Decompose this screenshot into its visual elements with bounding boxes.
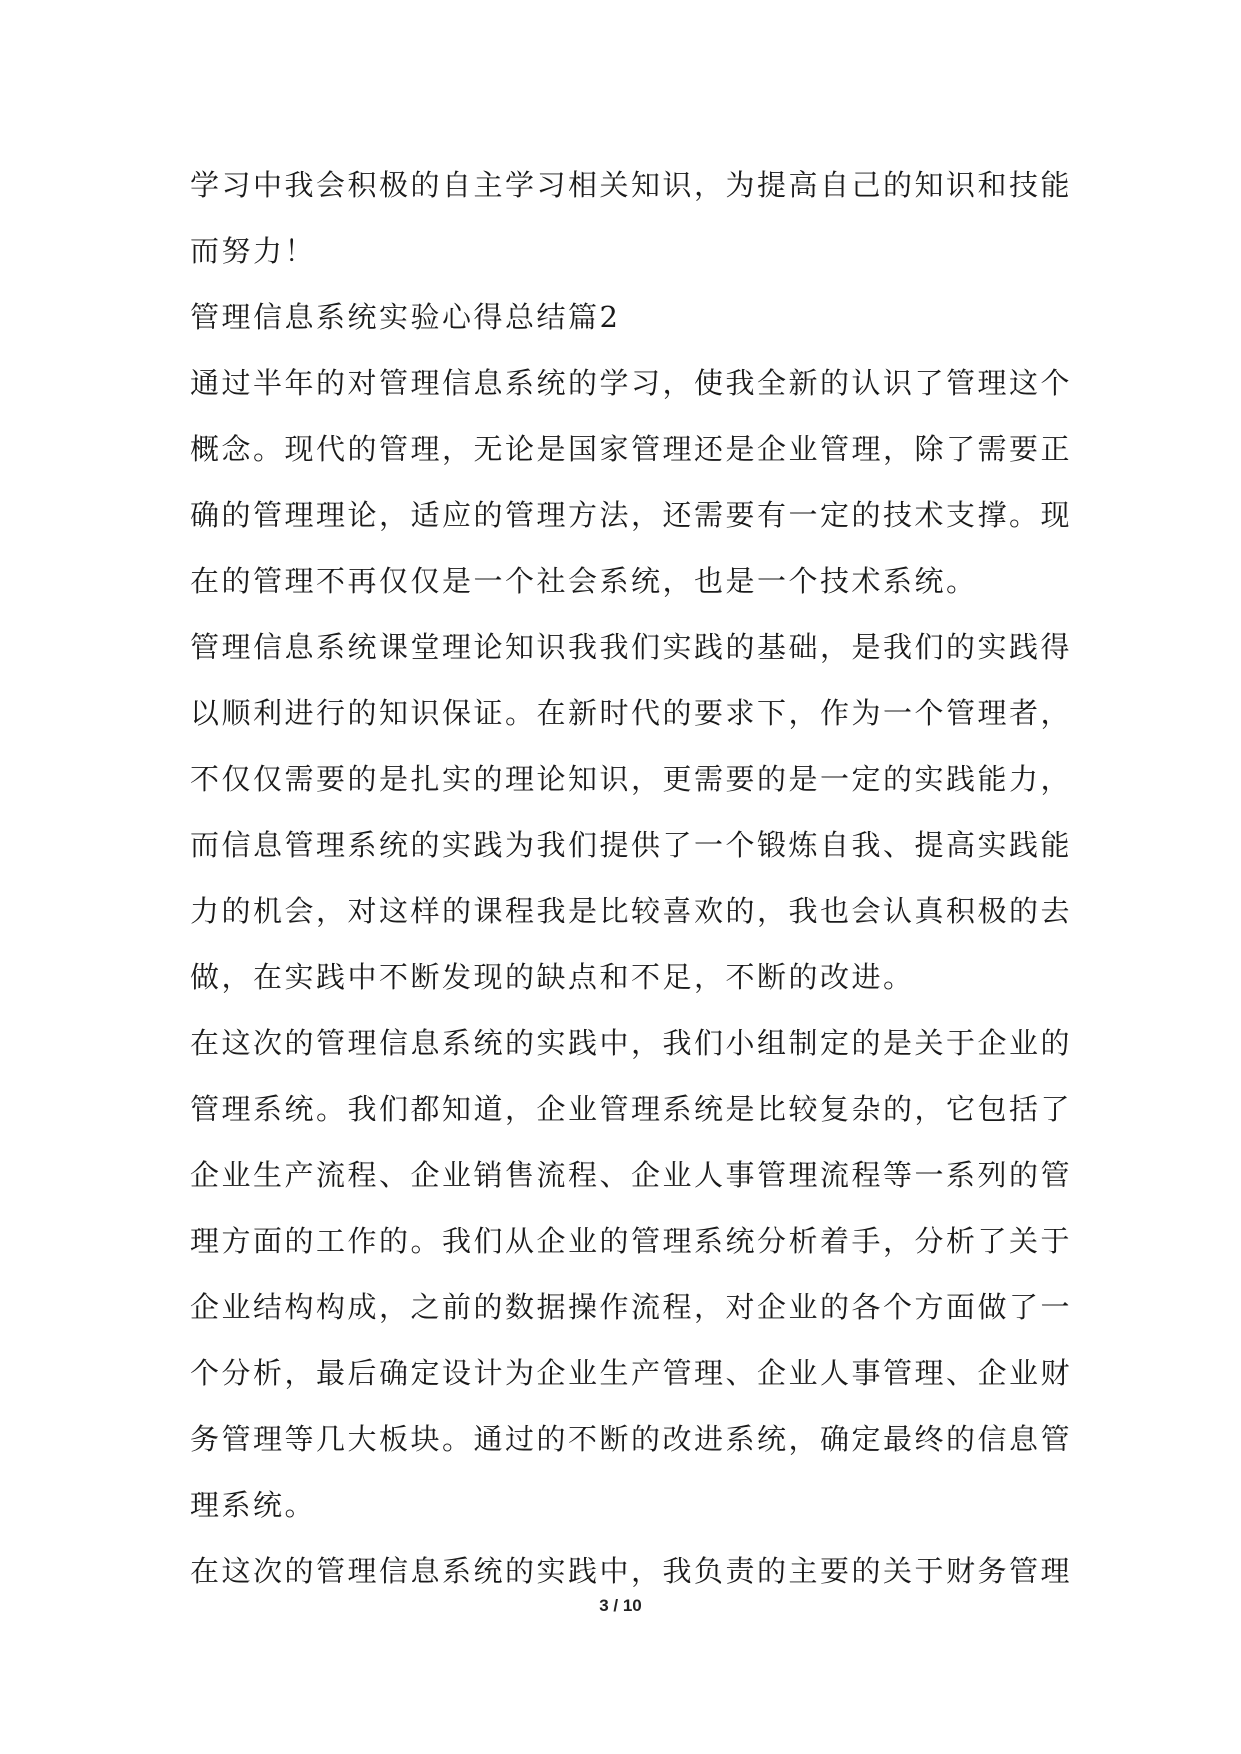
text-line: 以顺利进行的知识保证。在新时代的要求下，作为一个管理者，	[190, 696, 1073, 730]
text-line: 力的机会，对这样的课程我是比较喜欢的，我也会认真积极的去	[190, 894, 1073, 928]
text-line: 在这次的管理信息系统的实践中，我们小组制定的是关于企业的	[190, 1026, 1073, 1060]
text-line: 做，在实践中不断发现的缺点和不足，不断的改进。	[190, 960, 915, 994]
text-line: 理系统。	[190, 1488, 317, 1522]
text-line: 在这次的管理信息系统的实践中，我负责的主要的关于财务管理	[190, 1554, 1073, 1588]
text-line: 学习中我会积极的自主学习相关知识，为提高自己的知识和技能	[190, 168, 1073, 202]
page-number: 3 / 10	[599, 1596, 642, 1615]
document-body	[190, 152, 1073, 1604]
text-line: 个分析，最后确定设计为企业生产管理、企业人事管理、企业财	[190, 1356, 1073, 1390]
text-line: 确的管理理论，适应的管理方法，还需要有一定的技术支撑。现	[190, 498, 1073, 532]
text-line: 通过半年的对管理信息系统的学习，使我全新的认识了管理这个	[190, 366, 1073, 400]
text-line: 企业生产流程、企业销售流程、企业人事管理流程等一系列的管	[190, 1158, 1073, 1192]
text-line: 管理系统。我们都知道，企业管理系统是比较复杂的，它包括了	[190, 1092, 1073, 1126]
text-line: 务管理等几大板块。通过的不断的改进系统，确定最终的信息管	[190, 1422, 1073, 1456]
text-line: 不仅仅需要的是扎实的理论知识，更需要的是一定的实践能力，	[190, 762, 1073, 796]
text-line: 而努力！	[190, 234, 317, 268]
text-line: 概念。现代的管理，无论是国家管理还是企业管理，除了需要正	[190, 432, 1073, 466]
text-line: 而信息管理系统的实践为我们提供了一个锻炼自我、提高实践能	[190, 828, 1073, 862]
text-line: 企业结构构成，之前的数据操作流程，对企业的各个方面做了一	[190, 1290, 1073, 1324]
text-line: 管理信息系统课堂理论知识我我们实践的基础，是我们的实践得	[190, 630, 1073, 664]
text-line: 在的管理不再仅仅是一个社会系统，也是一个技术系统。	[190, 564, 978, 598]
text-line: 理方面的工作的。我们从企业的管理系统分析着手，分析了关于	[190, 1224, 1073, 1258]
section-heading: 管理信息系统实验心得总结篇2	[190, 300, 621, 334]
